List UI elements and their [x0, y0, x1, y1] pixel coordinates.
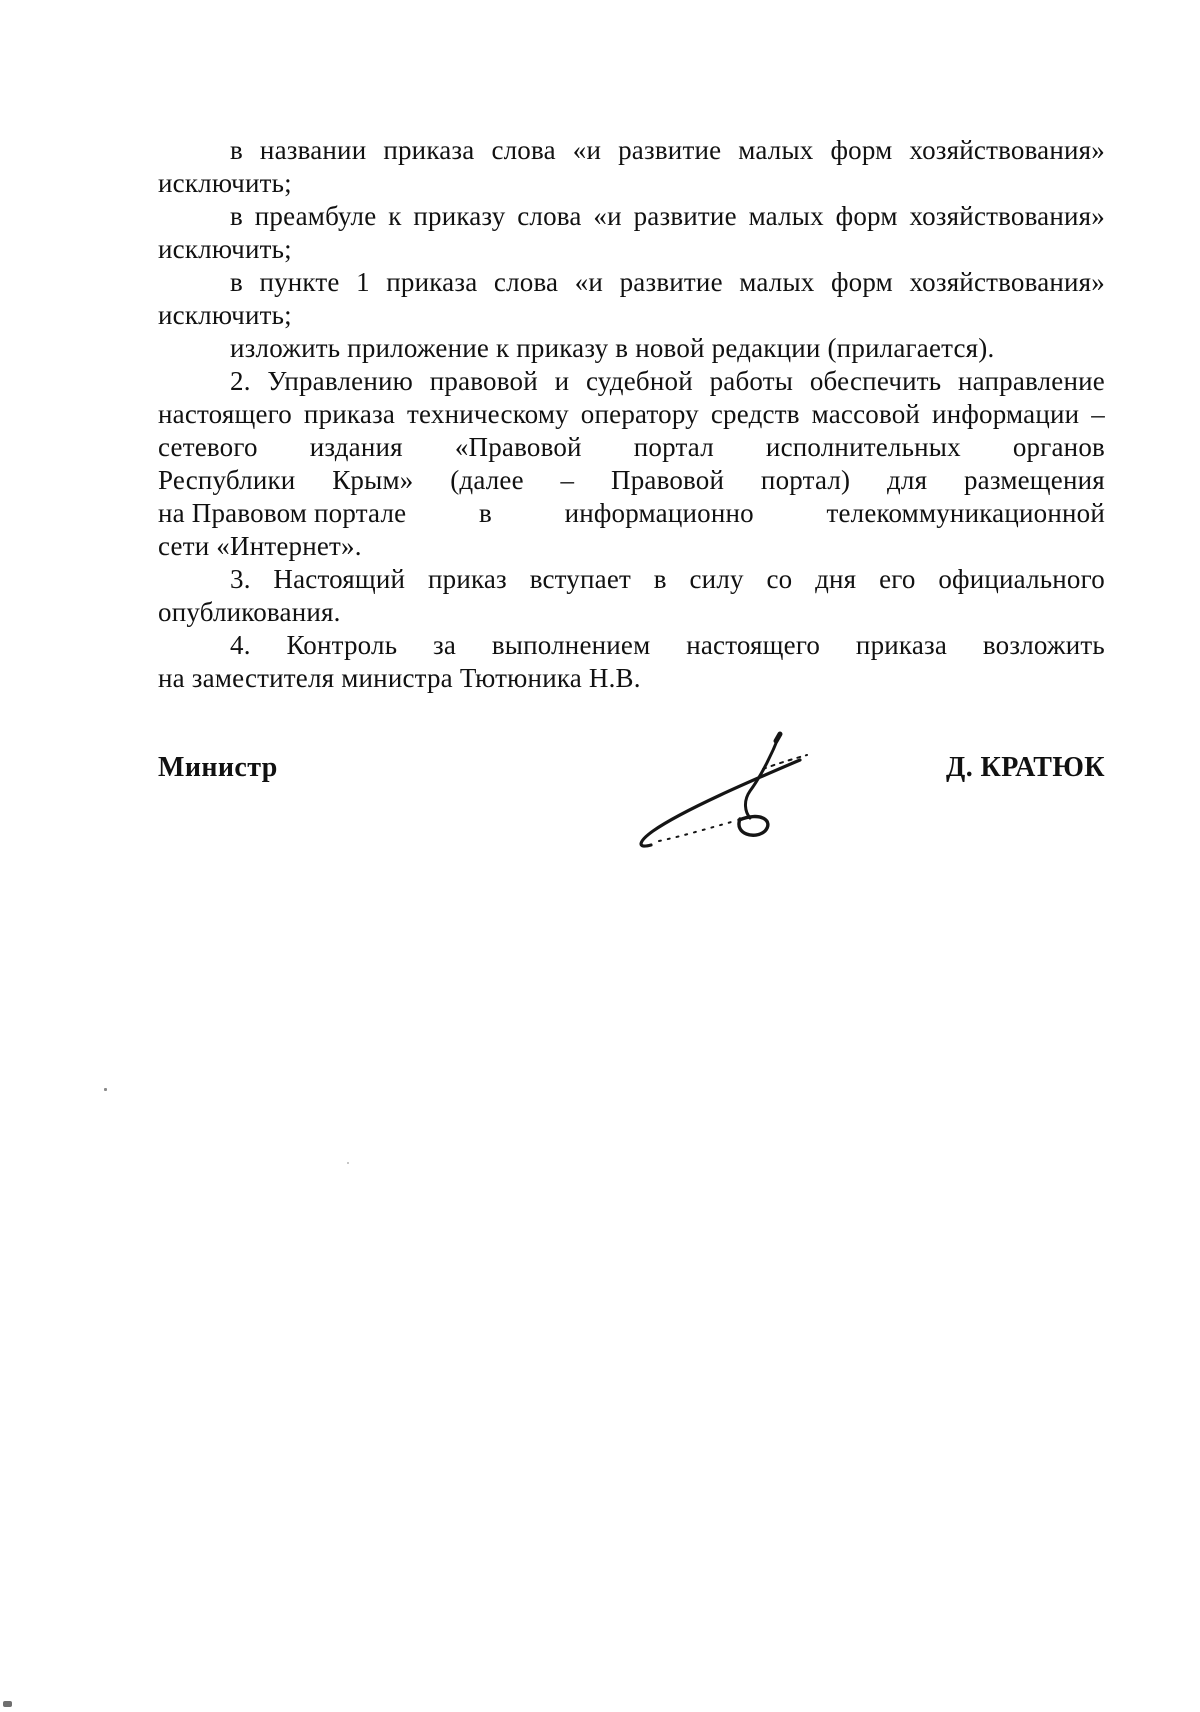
word-group: форм	[835, 201, 898, 231]
word-group: приказу	[413, 201, 506, 231]
word-group: телекоммуникационной	[826, 498, 1105, 528]
text-line	[158, 431, 1105, 464]
text-line	[158, 134, 1105, 167]
word-group: его	[879, 564, 916, 594]
text-line	[158, 497, 1105, 530]
word-group: в	[230, 267, 243, 297]
word-group: и	[554, 366, 570, 396]
word-group: «и	[593, 201, 622, 231]
word-group: исполнительных	[765, 432, 961, 462]
word-group: хозяйствования»	[909, 135, 1105, 165]
word-group: приказа	[386, 267, 478, 297]
word-group: «и	[572, 135, 602, 165]
word-group: 3.	[230, 564, 251, 594]
text-line: исключить;	[158, 300, 292, 330]
word-group: приказа	[855, 630, 948, 660]
word-group: информации	[932, 399, 1080, 429]
word-group: направление	[958, 366, 1105, 396]
word-group: малых	[738, 135, 814, 165]
word-group: вступает	[529, 564, 632, 594]
word-group: настоящего	[686, 630, 821, 660]
word-group: развитие	[619, 267, 723, 297]
word-group: средств	[710, 399, 800, 429]
word-group: сетевого	[158, 432, 258, 462]
text-line	[158, 563, 1105, 596]
word-group: оператору	[580, 399, 699, 429]
text-line: сети «Интернет».	[158, 531, 362, 561]
word-group: развитие	[618, 135, 722, 165]
signature-row	[158, 751, 1105, 785]
word-group: силу	[689, 564, 744, 594]
word-group: (далее	[450, 465, 524, 495]
word-group: правовой	[429, 366, 538, 396]
word-group: к	[388, 201, 402, 231]
scan-speck	[104, 1088, 107, 1091]
word-group: развитие	[633, 201, 737, 231]
word-group: малых	[739, 267, 815, 297]
word-group: портал	[633, 432, 714, 462]
word-group: хозяйствования»	[909, 267, 1105, 297]
word-group: приказ	[427, 564, 507, 594]
word-group: на Правовом портале	[158, 498, 407, 528]
body-lines	[158, 134, 1105, 695]
minister-post-label: Министр	[158, 752, 278, 783]
text-line	[158, 464, 1105, 497]
word-group: работы	[709, 366, 794, 396]
word-group: «и	[574, 267, 604, 297]
word-group: за	[433, 630, 457, 660]
word-group: 4.	[230, 630, 251, 660]
word-group: настоящего	[158, 399, 292, 429]
word-group: Правовой	[611, 465, 725, 495]
word-group: слова	[517, 201, 582, 231]
word-group: издания	[309, 432, 403, 462]
word-group: приказа	[383, 135, 475, 165]
minister-name-label: Д. КРАТЮК	[946, 752, 1105, 783]
word-group: судебной	[585, 366, 693, 396]
word-group: в	[478, 498, 492, 528]
text-line: на заместителя министра Тютюника Н.В.	[158, 663, 641, 693]
word-group: Республики	[158, 465, 296, 495]
word-group: форм	[830, 267, 893, 297]
word-group: выполнением	[491, 630, 651, 660]
text-line: изложить приложение к приказу в новой редакции (прилагается).	[230, 333, 995, 363]
word-group: для	[886, 465, 928, 495]
scan-speck	[3, 1701, 12, 1707]
word-group: Контроль	[286, 630, 398, 660]
word-group: «Правовой	[454, 432, 582, 462]
word-group: массовой	[811, 399, 921, 429]
scan-speck	[347, 1162, 349, 1164]
word-group: 2.	[230, 366, 251, 396]
word-group: –	[560, 465, 575, 495]
word-group: со	[766, 564, 793, 594]
word-group: слова	[493, 267, 559, 297]
word-group: пункте	[259, 267, 340, 297]
text-line	[158, 200, 1105, 233]
word-group: преамбуле	[254, 201, 377, 231]
word-group: обеспечить	[809, 366, 942, 396]
word-group: –	[1091, 399, 1105, 429]
text-line	[158, 629, 1105, 662]
word-group: размещения	[963, 465, 1105, 495]
text-line: исключить;	[158, 168, 292, 198]
word-group: в	[230, 135, 243, 165]
word-group: Крым»	[332, 465, 414, 495]
word-group: органов	[1012, 432, 1105, 462]
handwritten-signature-icon	[633, 728, 813, 853]
word-group: дня	[815, 564, 857, 594]
text-line	[158, 398, 1105, 431]
text-line	[158, 266, 1105, 299]
word-group: хозяйствования»	[909, 201, 1105, 231]
word-group: 1	[356, 267, 370, 297]
text-line: исключить;	[158, 234, 292, 264]
word-group: приказа	[303, 399, 396, 429]
word-group: в	[230, 201, 243, 231]
word-group: портал)	[760, 465, 851, 495]
word-group: техническому	[407, 399, 569, 429]
word-group: названии	[259, 135, 367, 165]
text-line	[158, 365, 1105, 398]
text-line: опубликования.	[158, 597, 341, 627]
word-group: слова	[491, 135, 556, 165]
word-group: малых	[748, 201, 824, 231]
word-group: Управлению	[267, 366, 413, 396]
word-group: официального	[938, 564, 1105, 594]
word-group: Настоящий	[273, 564, 406, 594]
word-group: форм	[830, 135, 893, 165]
word-group: информационно	[564, 498, 754, 528]
word-group: в	[653, 564, 667, 594]
word-group: возложить	[982, 630, 1105, 660]
